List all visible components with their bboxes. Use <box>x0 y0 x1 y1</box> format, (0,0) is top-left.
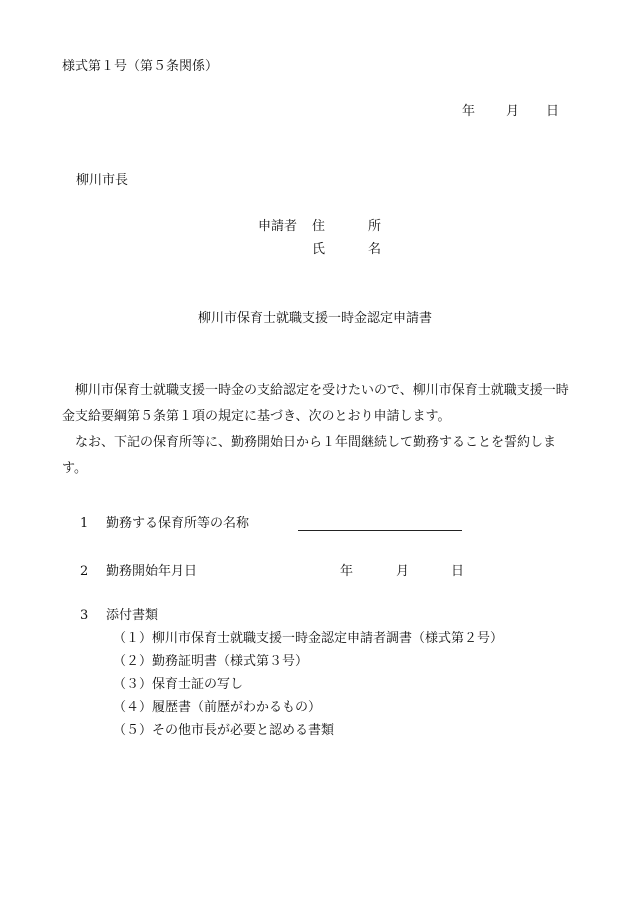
item-facility-name-label: 勤務する保育所等の名称 <box>106 516 250 531</box>
attachment-item: （４）履歴書（前歴がわかるもの） <box>113 700 322 715</box>
body-paragraph-1: 柳川市保育士就職支援一時金の支給認定を受けたいので、柳川市保育士就職支援一時金支給要綱第５条第１項の規定に基づき、次のとおり申請します。 <box>62 383 569 424</box>
address-label-second-char: 所 <box>368 219 382 234</box>
attachment-item: （１）柳川市保育士就職支援一時金認定申請者調書（様式第２号） <box>113 631 504 646</box>
item-attachments-label: 添付書類 <box>106 608 159 623</box>
attachment-list <box>113 630 503 745</box>
item-start-date-label: 勤務開始年月日 <box>106 564 198 579</box>
item-number-1: 1 <box>80 516 89 531</box>
date-day-label: 日 <box>546 104 560 119</box>
start-date-month-label: 月 <box>396 564 410 579</box>
date-month-label: 月 <box>506 104 520 119</box>
item-number-2: 2 <box>80 564 89 579</box>
addressee: 柳川市長 <box>76 173 129 188</box>
item-number-3: 3 <box>80 608 89 623</box>
form-number: 様式第１号（第５条関係） <box>62 59 219 74</box>
attachment-item: （５）その他市長が必要と認める書類 <box>113 723 335 738</box>
start-date-year-label: 年 <box>340 564 354 579</box>
name-label-first-char: 氏 <box>312 242 326 257</box>
address-label-first-char: 住 <box>312 219 326 234</box>
document-title: 柳川市保育士就職支援一時金認定申請書 <box>197 311 432 326</box>
name-label-second-char: 名 <box>368 242 382 257</box>
body-text <box>62 378 572 482</box>
applicant-label: 申請者 <box>258 219 298 234</box>
date-year-label: 年 <box>462 104 476 119</box>
start-date-day-label: 日 <box>451 564 465 579</box>
attachment-item: （２）勤務証明書（様式第３号） <box>113 654 309 669</box>
attachment-item: （３）保育士証の写し <box>113 677 244 692</box>
facility-name-underline <box>298 530 462 531</box>
body-paragraph-2: なお、下記の保育所等に、勤務開始日から１年間継続して勤務することを誓約します。 <box>62 435 557 476</box>
